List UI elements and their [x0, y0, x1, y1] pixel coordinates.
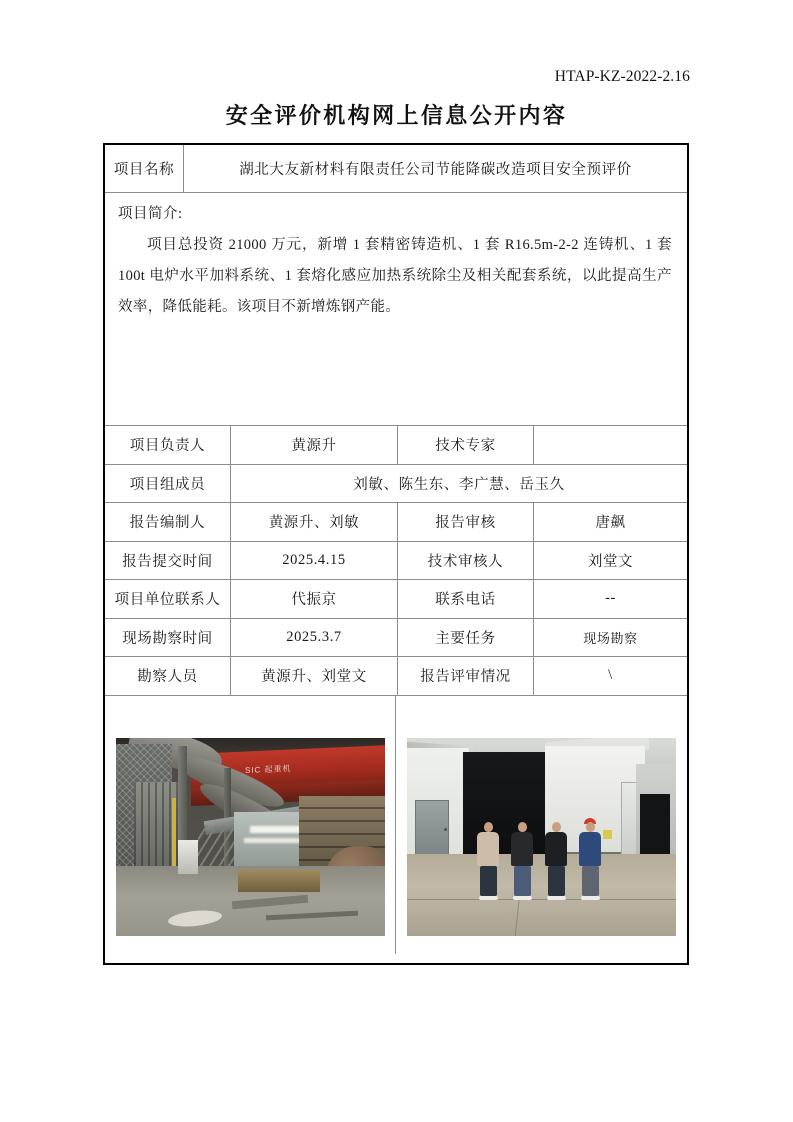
- technical-expert-label: 技术专家: [398, 426, 534, 464]
- person-head: [586, 822, 595, 832]
- technical-expert-value: [534, 426, 687, 464]
- person-legs: [548, 866, 565, 896]
- report-review-status-label: 报告评审情况: [398, 657, 534, 695]
- person-second: [511, 822, 533, 900]
- person-shoes: [513, 896, 532, 900]
- person-shoes: [479, 896, 498, 900]
- person-jacket: [511, 832, 533, 866]
- yard-joint-line: [407, 899, 676, 900]
- project-members-label: 项目组成员: [105, 465, 231, 503]
- report-submission-time-value: 2025.4.15: [231, 542, 398, 580]
- person-jacket: [579, 832, 601, 866]
- document-code: HTAP-KZ-2022-2.16: [554, 68, 690, 85]
- person-shoes: [581, 896, 600, 900]
- client-contact-value: 代振京: [231, 580, 398, 618]
- report-review-status-value: \: [608, 667, 613, 684]
- survey-personnel-value: 黄源升、刘堂文: [231, 657, 398, 695]
- main-task-label: 主要任务: [398, 619, 534, 657]
- report-submission-time-label: 报告提交时间: [105, 542, 231, 580]
- information-disclosure-table: [103, 143, 689, 965]
- person-head: [552, 822, 561, 832]
- crane-label-text: SIC 起重机: [244, 763, 292, 775]
- secondary-open-doorway: [640, 794, 670, 860]
- table-row-client-contact: [105, 580, 687, 619]
- control-cabinet: [178, 840, 198, 874]
- project-name-label: 项目名称: [105, 145, 184, 192]
- table-row-report-author: [105, 503, 687, 542]
- table-row-report-submission: [105, 542, 687, 581]
- person-head: [518, 822, 527, 832]
- person-legs: [480, 866, 497, 896]
- person-third: [545, 822, 567, 900]
- person-shoes: [547, 896, 566, 900]
- person-head: [484, 822, 493, 832]
- table-row-project-summary: [105, 193, 687, 426]
- photo-cell-right: [396, 696, 687, 954]
- table-row-photos: [105, 696, 687, 954]
- site-survey-group-photo: [407, 738, 676, 936]
- person-first: [477, 822, 499, 900]
- main-task-value: 现场勘察: [583, 630, 638, 646]
- wall-mounted-yellow-box: [603, 830, 612, 839]
- contact-phone-label: 联系电话: [398, 580, 534, 618]
- door-handle: [444, 828, 447, 831]
- table-row-site-survey-time: [105, 619, 687, 658]
- project-leader-value: 黄源升: [231, 426, 398, 464]
- project-name-value: 湖北大友新材料有限责任公司节能降碳改造项目安全预评价: [239, 162, 632, 178]
- site-survey-time-label: 现场勘察时间: [105, 619, 231, 657]
- site-survey-time-value: 2025.3.7: [231, 619, 398, 657]
- table-row-survey-personnel: [105, 657, 687, 696]
- technical-auditor-label: 技术审核人: [398, 542, 534, 580]
- person-jacket: [477, 832, 499, 866]
- photo-cell-left: [105, 696, 396, 954]
- contact-phone-value: --: [605, 590, 616, 607]
- workshop-open-doorway: [463, 752, 549, 862]
- survey-personnel-label: 勘察人员: [105, 657, 231, 695]
- project-leader-label: 项目负责人: [105, 426, 231, 464]
- technical-auditor-value: 刘堂文: [587, 553, 634, 570]
- project-members-value: 刘敏、陈生东、李广慧、岳玉久: [353, 476, 565, 493]
- report-reviewer-value: 唐飙: [595, 515, 626, 532]
- factory-interior-photo: [116, 738, 385, 936]
- page-title: 安全评价机构网上信息公开内容: [225, 103, 568, 128]
- report-reviewer-label: 报告审核: [398, 503, 534, 541]
- project-summary-label: 项目简介:: [118, 206, 183, 222]
- person-jacket: [545, 832, 567, 866]
- concrete-yard: [407, 854, 676, 936]
- report-author-label: 报告编制人: [105, 503, 231, 541]
- report-author-value: 黄源升、刘敏: [231, 503, 398, 541]
- table-row-project-leader: [105, 426, 687, 465]
- floor-material-stack: [238, 870, 320, 892]
- project-summary-text: 项目总投资 21000 万元，新增 1 套精密铸造机、1 套 R16.5m-2-2 连铸机、1 套 100t 电炉水平加料系统、1 套熔化感应加热系统除尘及相关配套系统，以此提高生产效率，降低能耗。该项目不新增炼钢产能。: [118, 237, 672, 315]
- table-row-project-name: [105, 145, 687, 193]
- person-legs: [514, 866, 531, 896]
- person-fourth-with-helmet: [579, 818, 601, 900]
- table-row-project-members: [105, 465, 687, 504]
- person-legs: [582, 866, 599, 896]
- client-contact-label: 项目单位联系人: [105, 580, 231, 618]
